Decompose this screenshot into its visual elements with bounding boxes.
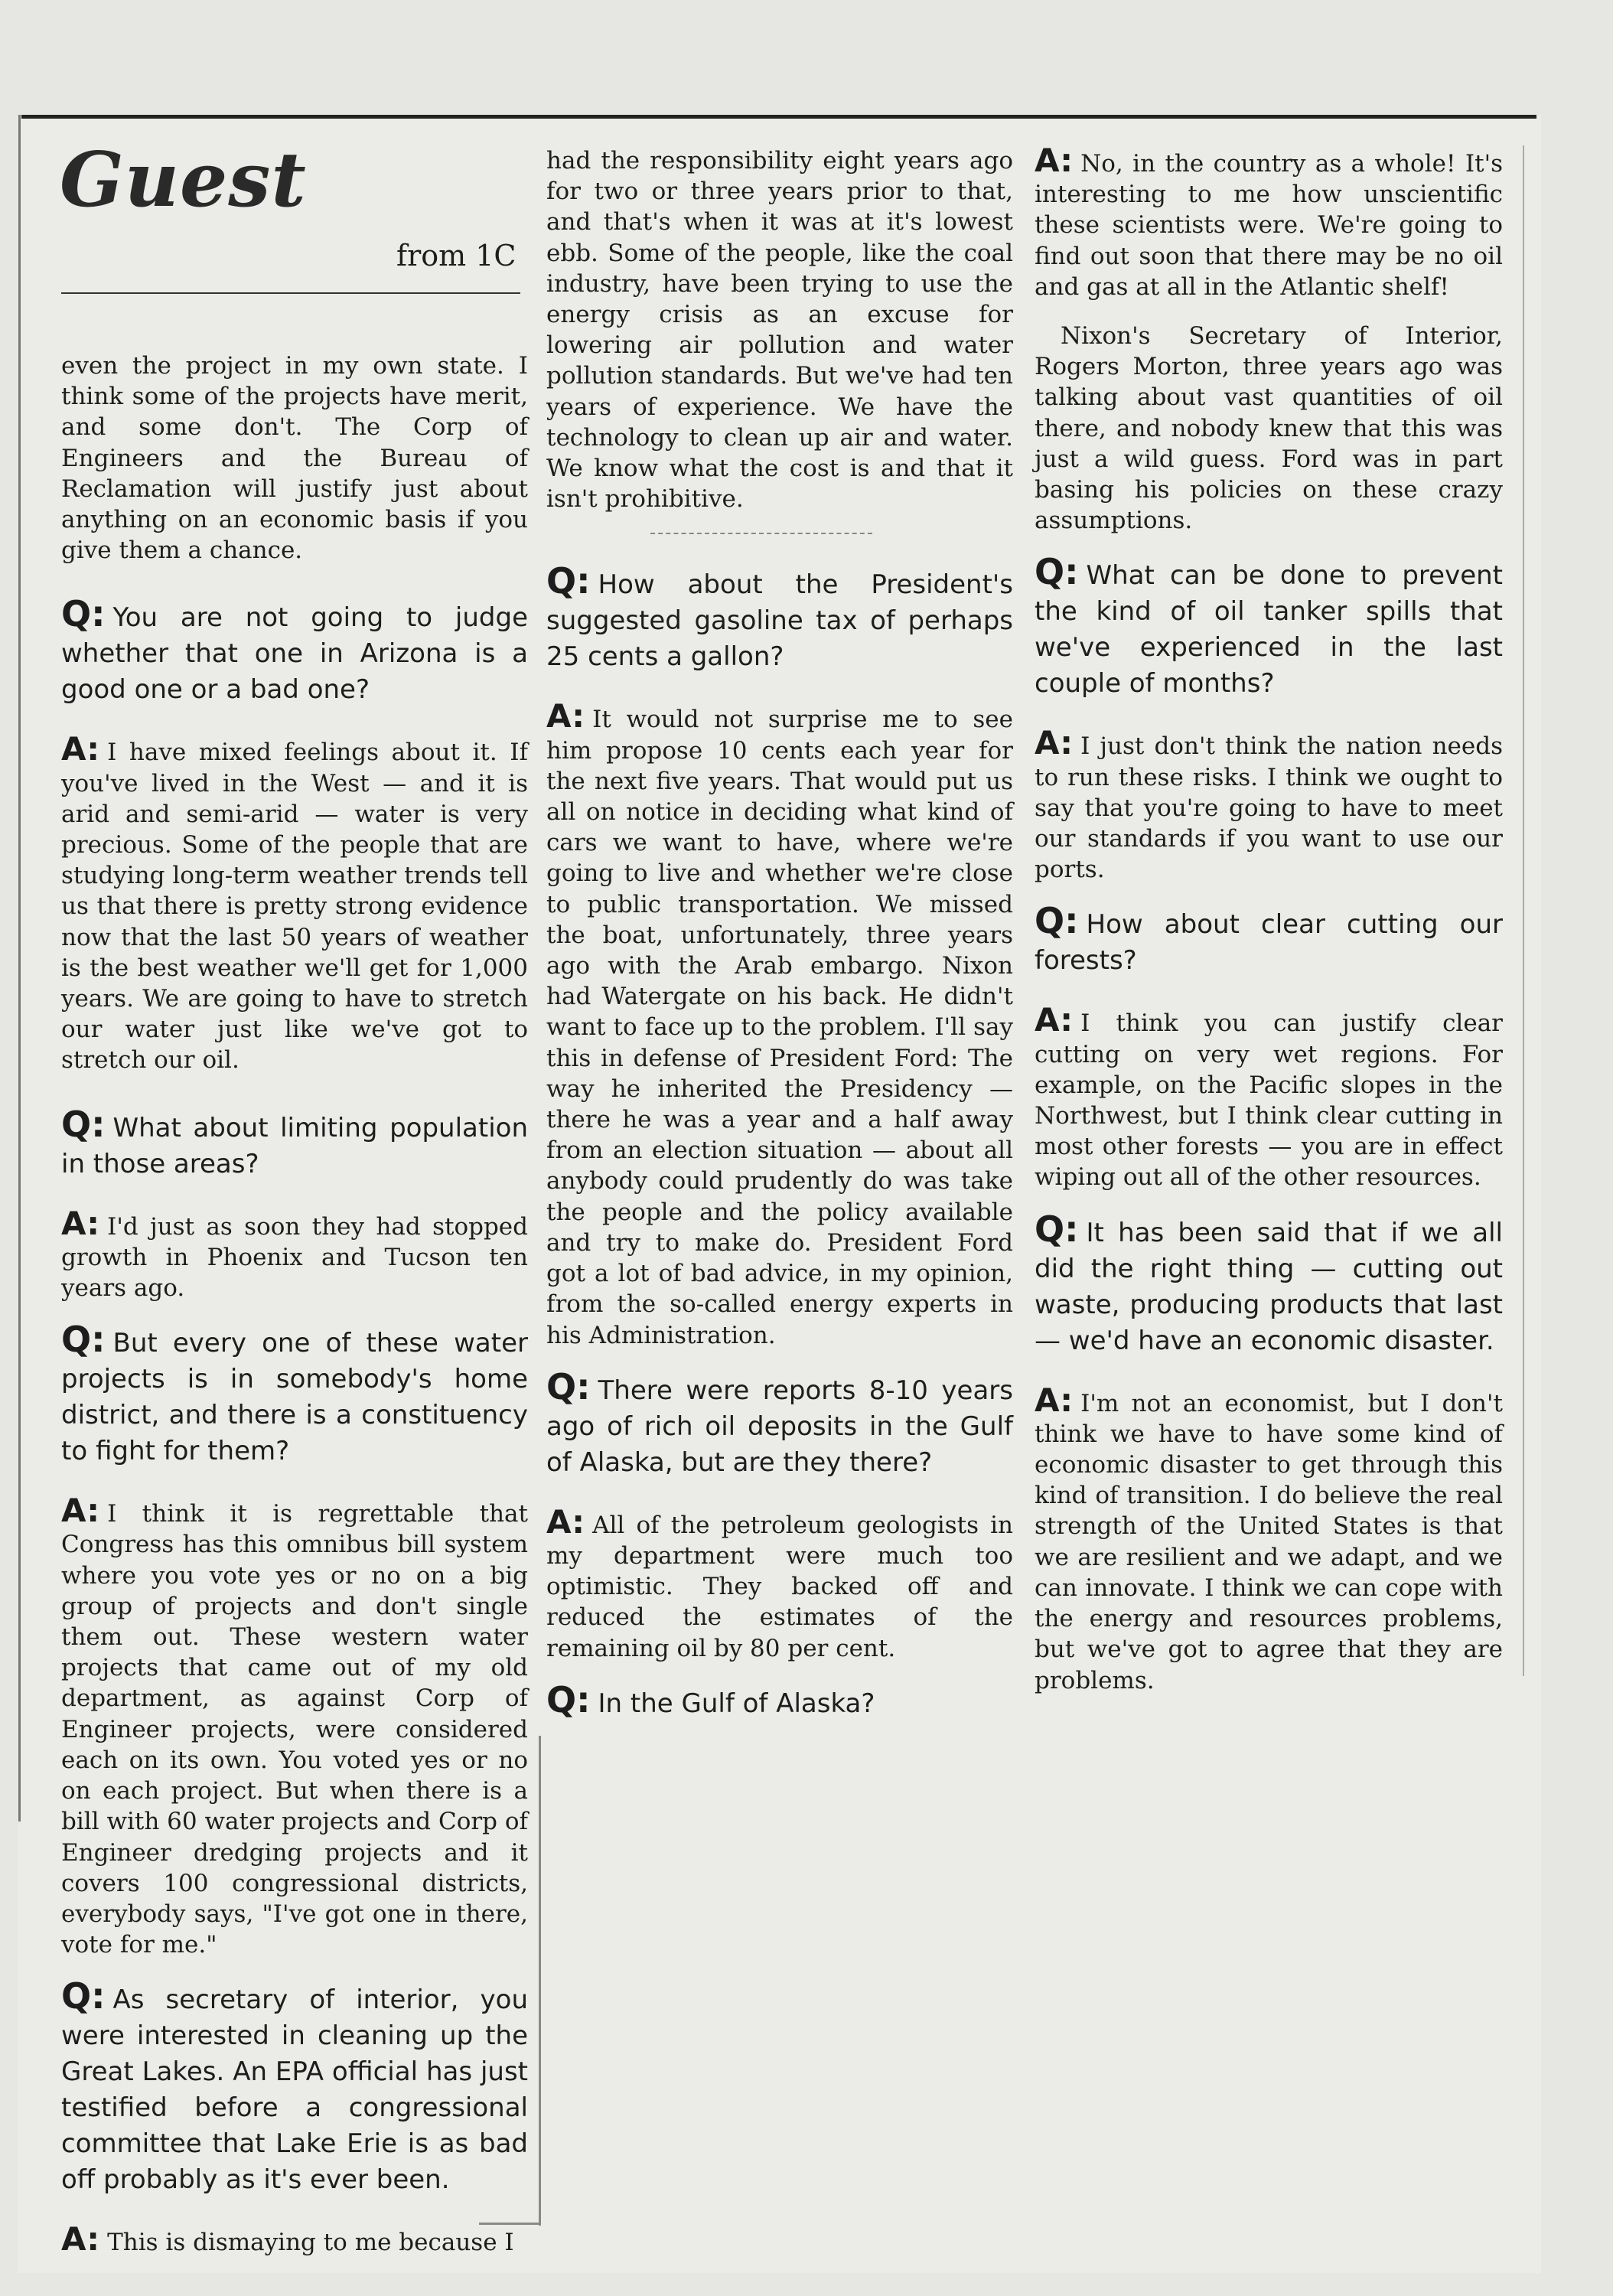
page-title: Guest: [60, 136, 307, 224]
a-label: A:: [61, 2220, 100, 2258]
left-rule: [18, 115, 21, 1821]
paragraph: Nixon's Secretary of Interior, Rogers Morton, three years ago was talking about vast quantities of oil there, and nobody knew that this was just a wild guess. Ford was in part basing his policies on these crazy assumptions.: [1035, 322, 1503, 535]
a-label: A:: [1035, 1001, 1074, 1039]
question: [546, 1365, 1013, 1481]
question: [1035, 900, 1503, 979]
column-2: [546, 145, 1013, 1748]
answer-text: No, in the country as a whole! It's interesting to me how unscientific these scientists were. We're going to find out soon that there may be no oil and gas at all in the Atlantic shelf!: [1035, 150, 1503, 301]
question-text: How about the President's suggested gasoline tax of perhaps 25 cents a gallon?: [546, 569, 1013, 673]
column-3: [1035, 142, 1503, 1727]
q-label: Q:: [546, 1678, 591, 1720]
continued-from: from 1C: [396, 239, 516, 272]
q-label: Q:: [61, 593, 106, 635]
answer: [546, 1502, 1013, 1664]
question-text: You are not going to judge whether that one in Arizona is a good one or a bad one?: [61, 602, 528, 706]
a-label: A:: [61, 730, 100, 768]
answer-text: This is dismaying to me because I: [107, 2229, 514, 2257]
q-label: Q:: [61, 1975, 106, 2017]
question-text: As secretary of interior, you were interested in cleaning up the Great Lakes. An EPA official has just testified before a congressional committee that Lake Erie is as bad off probably as it's ever been.: [61, 1985, 528, 2196]
answer: [61, 2220, 528, 2258]
question-text: What about limiting population in those areas?: [61, 1112, 528, 1179]
q-label: Q:: [1035, 551, 1079, 593]
column-rule: [1523, 145, 1524, 1676]
answer: [546, 697, 1013, 1350]
question: [61, 1319, 528, 1469]
question: [1035, 1208, 1503, 1359]
question: [61, 593, 528, 708]
q-label: Q:: [1035, 1208, 1079, 1250]
answer: [1035, 142, 1503, 302]
divider: [61, 292, 520, 294]
q-label: Q:: [546, 560, 591, 602]
question-text: There were reports 8-10 years ago of rich oil deposits in the Gulf of Alaska, but are they there?: [546, 1375, 1013, 1478]
answer-text: I have mixed feelings about it. If you've lived in the West — and it is arid and semi-arid — water is very precious. Some of the people that are studying long-term weather trends tell us that there is pretty strong evidence now that the last 50 years of weather is the best weather we'll get for 1,000 years. We are going to have to stretch our water just like we've got to stretch our oil.: [61, 739, 528, 1075]
question: [61, 1975, 528, 2198]
a-label: A:: [1035, 1381, 1074, 1419]
a-label: A:: [546, 1502, 585, 1541]
q-label: Q:: [546, 1365, 591, 1407]
question-text: It has been said that if we all did the right thing — cutting out waste, producing products that last — we'd have an economic disaster.: [1035, 1217, 1503, 1356]
answer-text: I think you can justify clear cutting on very wet regions. For example, on the Pacific slopes in the Northwest, but I think clear cutting in most other forests — you are in effect wiping out all of the other resources.: [1035, 1009, 1503, 1192]
answer: [61, 1492, 529, 1960]
question: [546, 1678, 1013, 1722]
question-text: What can be done to prevent the kind of oil tanker spills that we've experienced in the last couple of months?: [1035, 560, 1503, 700]
answer: [1035, 1381, 1503, 1696]
answer: [61, 730, 528, 1075]
question-text: How about clear cutting our forests?: [1035, 909, 1503, 977]
a-label: A:: [1035, 142, 1074, 179]
answer-text: I'm not an economist, but I don't think we have to have some kind of economic disaster to get through this kind of transition. I do believe the real strength of the United States is that we are resilient and we adapt, and we can innovate. I think we can cope with the energy and resources problems, but we've got to agree that they are problems.: [1035, 1389, 1503, 1694]
paragraph: even the project in my own state. I think some of the projects have merit, and some don't. The Corp of Engineers and the Bureau of Reclamation will justify just about anything on an economic basis if you give them a chance.: [61, 352, 528, 565]
answer-text: I just don't think the nation needs to run these risks. I think we ought to say that you're going to have to meet our standards if you want to use our ports.: [1035, 732, 1503, 884]
a-label: A:: [1035, 724, 1074, 762]
question-text: But every one of these water projects is in somebody's home district, and there is a constituency to fight for them?: [61, 1328, 528, 1467]
a-label: A:: [546, 697, 585, 735]
question: [61, 1103, 528, 1182]
answer-text: All of the petroleum geologists in my department were much too optimistic. They backed off and reduced the estimates of the remaining oil by 80 per cent.: [546, 1511, 1013, 1662]
q-label: Q:: [1035, 900, 1079, 942]
answer-text: It would not surprise me to see him propose 10 cents each year for the next five years. That would put us all on notice in deciding what kind of cars we want to have, where we're going to live and whether we're close to public transportation. We missed the boat, unfortunately, three years ago with the Arab embargo. Nixon had Watergate on his back. He didn't want to face up to the problem. I'll say this in defense of President Ford: The way he inherited the Presidency — there he was a year and a half away from an election situation — about all anybody could prudently do was take the people and the policy available and try to make do. President Ford got a lot of bad advice, in my opinion, from the so-called energy experts in his Administration.: [546, 706, 1013, 1349]
top-rule: [21, 115, 1536, 119]
q-label: Q:: [61, 1319, 106, 1361]
column-1: [61, 351, 528, 2289]
a-label: A:: [61, 1204, 100, 1242]
column-bracket: [539, 1736, 541, 2226]
answer-text: I'd just as soon they had stopped growth in Phoenix and Tucson ten years ago.: [61, 1212, 528, 1303]
answer: [1035, 1001, 1503, 1192]
answer-text: I think it is regrettable that Congress has this omnibus bill system where you vote yes or no on a big group of projects and don't single them out. These western water projects that came out of my old department, as against Corp of Engineer projects, were considered each on its own. You voted yes or no on each project. But when there is a bill with 60 water projects and Corp of Engineer dredging projects and it covers 100 congressional districts, everybody says, "I've got one in there, vote for me.": [61, 1500, 529, 1959]
paragraph: had the responsibility eight years ago for two or three years prior to that, and that's when it was at it's lowest ebb. Some of the people, like the coal industry, have been trying to use the energy crisis as an excuse for lowering air pollution and water pollution standards. But we've had ten years of experience. We have the technology to clean up air and water. We know what the cost is and that it isn't prohibitive.: [546, 147, 1013, 514]
question-text: In the Gulf of Alaska?: [598, 1688, 875, 1719]
answer: [1035, 724, 1503, 885]
question: [1035, 551, 1503, 702]
answer: [61, 1204, 528, 1304]
a-label: A:: [61, 1492, 100, 1530]
q-label: Q:: [61, 1103, 106, 1145]
question: [546, 560, 1013, 675]
